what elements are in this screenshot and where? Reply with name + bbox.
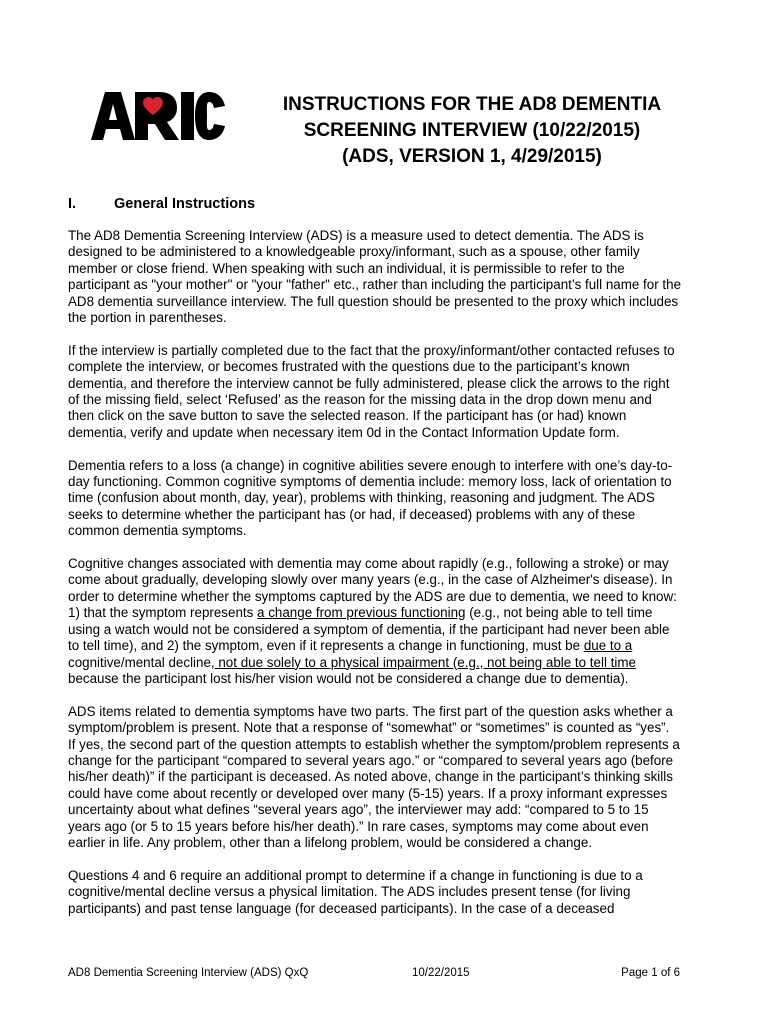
text-line bbox=[68, 277, 718, 293]
text-segment: Questions 4 and 6 require an additional prompt to determine if a change in functioning is due to a bbox=[68, 867, 643, 883]
text-line bbox=[68, 523, 718, 539]
text-line bbox=[68, 425, 718, 441]
text-segment: AD8 dementia surveillance interview. The full question should be presented to the proxy which includes bbox=[68, 293, 679, 309]
text-line bbox=[68, 605, 718, 621]
paragraph bbox=[68, 868, 718, 917]
text-segment: seeks to determine whether the participant has (or had, if deceased) problems with any of these bbox=[68, 506, 636, 522]
text-line bbox=[68, 376, 718, 392]
text-line bbox=[68, 638, 718, 654]
underlined-text: due to a bbox=[583, 638, 633, 654]
text-segment: cognitive/mental decline versus a physical limitation. The ADS includes present tense (for living bbox=[68, 884, 631, 900]
title-line-3: (ADS, VERSION 1, 4/29/2015) bbox=[342, 146, 602, 167]
text-line bbox=[68, 458, 718, 474]
text-segment: common dementia symptoms. bbox=[68, 523, 247, 539]
text-line bbox=[68, 261, 718, 277]
text-line bbox=[68, 835, 718, 851]
text-line bbox=[68, 474, 718, 490]
text-line bbox=[68, 392, 718, 408]
section-number: I. bbox=[68, 196, 77, 212]
text-line bbox=[68, 786, 718, 802]
text-line bbox=[68, 244, 718, 260]
text-line bbox=[68, 901, 718, 917]
text-line bbox=[68, 737, 718, 753]
text-segment: participant as "your mother" or "your "father" etc., rather than including the participant’s full name for the bbox=[68, 277, 682, 293]
text-segment: then click on the save button to save the selected reason. If the participant has (or had) known bbox=[68, 408, 627, 424]
text-line bbox=[68, 704, 718, 720]
footer-date: 10/22/2015 bbox=[412, 967, 470, 979]
text-segment: years ago (or 5 to 15 years before his/her death).” In rare cases, symptoms may come about even bbox=[68, 818, 649, 834]
text-line bbox=[68, 819, 718, 835]
text-segment: change for the participant “compared to several years ago.” or “compared to several years ago (before bbox=[68, 752, 674, 768]
text-line bbox=[68, 572, 718, 588]
text-line bbox=[68, 490, 718, 506]
document-title bbox=[262, 92, 682, 170]
text-line bbox=[68, 589, 718, 605]
text-segment: If yes, the second part of the question attempts to establish whether the symptom/problem represents a bbox=[68, 736, 680, 752]
text-segment: the portion in parentheses. bbox=[68, 310, 227, 326]
text-segment: Dementia refers to a loss (a change) in cognitive abilities severe enough to interfere with one’s day-to- bbox=[68, 457, 673, 473]
text-line bbox=[68, 359, 718, 375]
text-segment: to tell time), and 2) the symptom, even if it represents a change in functioning, must be bbox=[68, 638, 584, 654]
text-segment: come about gradually, developing slowly over many years (e.g., in the case of Alzheimer's disease). In bbox=[68, 572, 673, 588]
paragraph bbox=[68, 704, 718, 852]
text-line bbox=[68, 868, 718, 884]
text-line bbox=[68, 720, 718, 736]
paragraph bbox=[68, 458, 718, 540]
text-line bbox=[68, 556, 718, 572]
text-segment: member or close friend. When speaking with such an individual, it is permissible to refer to the bbox=[68, 260, 625, 276]
text-segment: participants) and past tense language (for deceased participants). In the case of a deceased bbox=[68, 900, 615, 916]
section-title: General Instructions bbox=[114, 196, 256, 212]
text-segment: of the missing field, select ‘Refused’ as the reason for the missing data in the drop down menu and bbox=[68, 392, 652, 408]
title-line-2: SCREENING INTERVIEW (10/22/2015) bbox=[303, 120, 641, 141]
underlined-text: a change from previous functioning bbox=[257, 605, 466, 621]
text-line bbox=[68, 769, 718, 785]
text-segment: ADS items related to dementia symptoms have two parts. The first part of the question asks whether a bbox=[68, 703, 673, 719]
text-line bbox=[68, 343, 718, 359]
text-segment: (e.g., not being able to tell time bbox=[465, 605, 653, 621]
text-segment: using a watch would not be considered a symptom of dementia, if the participant had never been able bbox=[68, 621, 670, 637]
body-text bbox=[68, 228, 718, 933]
text-segment: his/her death)” if the participant is deceased. As noted above, change in the participant’s thinking skills bbox=[68, 769, 673, 785]
footer-document-name: AD8 Dementia Screening Interview (ADS) QxQ bbox=[68, 967, 309, 979]
text-segment: designed to be administered to a knowledgeable proxy/informant, such as a spouse, other family bbox=[68, 244, 640, 260]
text-segment: because the participant lost his/her vision would not be considered a change due to dementia). bbox=[68, 670, 629, 686]
text-line bbox=[68, 310, 718, 326]
text-line bbox=[68, 671, 718, 687]
footer-page-number: Page 1 of 6 bbox=[621, 967, 680, 979]
text-segment: could have come about recently or developed over many (5-15) years. If a proxy informant expresses bbox=[68, 785, 668, 801]
text-segment: Cognitive changes associated with dementia may come about rapidly (e.g., following a stroke) or may bbox=[68, 556, 669, 572]
paragraph bbox=[68, 556, 718, 687]
text-segment: complete the interview, or becomes frustrated with the questions due to the participant’s known bbox=[68, 359, 630, 375]
text-line bbox=[68, 802, 718, 818]
title-line-1: INSTRUCTIONS FOR THE AD8 DEMENTIA bbox=[282, 94, 662, 115]
text-segment: The AD8 Dementia Screening Interview (ADS) is a measure used to detect dementia. The ADS is bbox=[68, 228, 644, 243]
text-segment: time (confusion about month, day, year), problems with thinking, reasoning and judgment. The ADS bbox=[68, 490, 655, 506]
aric-logo bbox=[91, 92, 225, 140]
text-line bbox=[68, 622, 718, 638]
text-segment: 1) that the symptom represents bbox=[68, 605, 258, 621]
text-line bbox=[68, 507, 718, 523]
text-line bbox=[68, 294, 718, 310]
text-segment: symptom/problem is present. Note that a response of “somewhat” or “sometimes” is counted as “yes”. bbox=[68, 720, 670, 736]
text-segment: If the interview is partially completed due to the fact that the proxy/informant/other contacted refuses to bbox=[68, 342, 675, 358]
text-line bbox=[68, 884, 718, 900]
underlined-text: , not due solely to a physical impairment (e.g., not being able to tell time bbox=[210, 654, 636, 670]
text-segment: uncertainty about what defines “several years ago”, the interviewer may add: “compared to 5 to 15 bbox=[68, 802, 649, 818]
text-segment: cognitive/mental decline bbox=[68, 654, 211, 670]
text-segment: dementia, and therefore the interview cannot be fully administered, please click the arrows to the right bbox=[68, 375, 670, 391]
text-segment: dementia, verify and update when necessary item 0d in the Contact Information Update form. bbox=[68, 424, 620, 440]
paragraph bbox=[68, 228, 718, 326]
text-segment: order to determine whether the symptoms captured by the ADS are due to dementia, we need to know: bbox=[68, 588, 677, 604]
text-segment: earlier in life. Any problem, other than a lifelong problem, would be considered a change. bbox=[68, 834, 593, 850]
section-heading bbox=[68, 195, 255, 213]
text-line bbox=[68, 408, 718, 424]
text-line bbox=[68, 655, 718, 671]
text-line bbox=[68, 228, 718, 244]
text-segment: day functioning. Common cognitive symptoms of dementia include: memory loss, lack of orientation to bbox=[68, 474, 672, 490]
text-line bbox=[68, 753, 718, 769]
paragraph bbox=[68, 343, 718, 441]
